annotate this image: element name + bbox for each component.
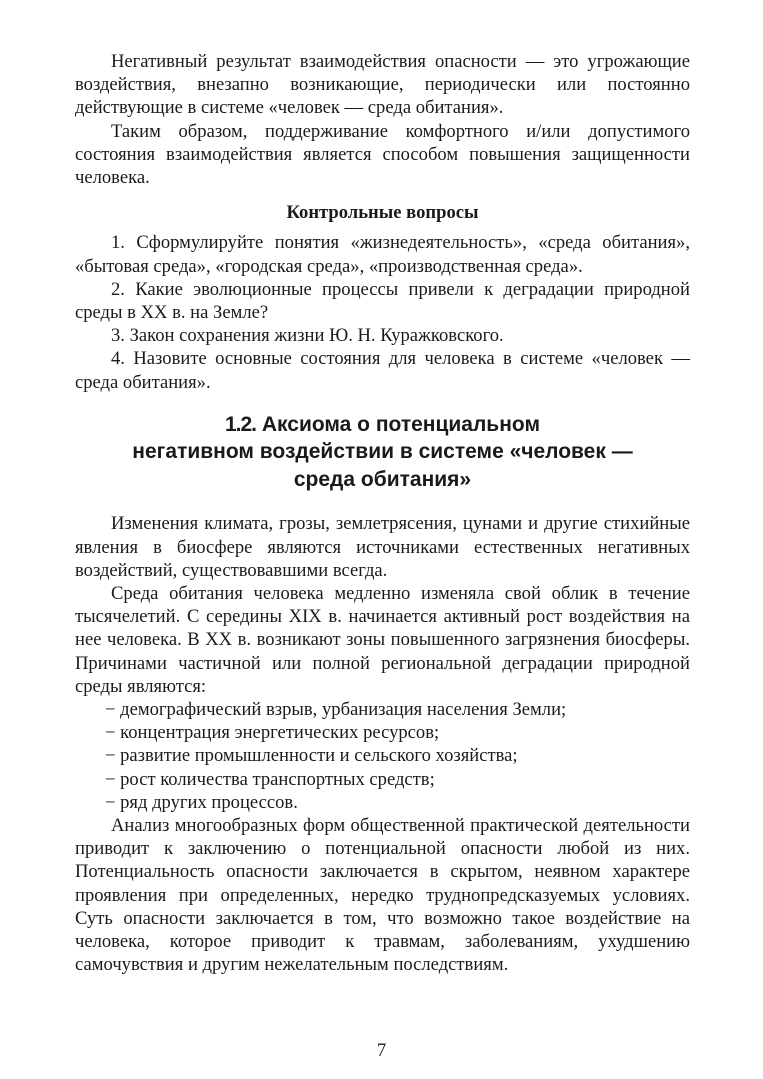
section-paragraph-2: Среда обитания человека медленно изменяла свой облик в течение тысячелетий. С середины XIX в. начинается активный рост воздействия на нее человека. В XX в. возникают зоны повышенного загрязнения биосферы. Причинами частичной или полной региональной деградации природной среды являются:: [75, 582, 690, 697]
section-body: [75, 512, 690, 976]
intro-paragraph-2: Таким образом, поддерживание комфортного и/или допустимого состояния взаимодействия является способом повышения защищенности человека.: [75, 120, 690, 189]
section-number: 1.2.: [224, 412, 257, 436]
question-item: 4. Назовите основные состояния для человека в системе «человек — среда обитания».: [75, 348, 690, 393]
section-title-line-1: Аксиома о потенциальном: [261, 412, 540, 436]
list-item: − ряд других процессов.: [105, 791, 298, 813]
section-paragraph-3: Анализ многообразных форм общественной практической деятельности приводит к заключению о потенциальной опасности любой из них. Потенциальность опасности заключается в скрытом, неявном характере проявления при определенных, нередко труднопредсказуемых условиях. Суть опасности заключается в том, что возможно такое воздействие на человека, которое приводит к травмам, заболеваниям, ухудшению самочувствия и другим нежелательным последствиям.: [75, 814, 690, 976]
page-number: 7: [376, 1040, 387, 1061]
question-item: 2. Какие эволюционные процессы привели к деградации природной среды в XX в. на Земле?: [75, 278, 690, 324]
intro-block: [75, 50, 690, 189]
list-item: − концентрация энергетических ресурсов;: [105, 722, 440, 744]
list-item: − демографический взрыв, урбанизация населения Земли;: [105, 698, 567, 720]
question-item: 3. Закон сохранения жизни Ю. Н. Куражковского.: [111, 325, 504, 347]
section-title-line-2: негативном воздействии в системе «человек —: [132, 440, 633, 464]
section-heading-line-1: [75, 411, 690, 439]
section-heading: [75, 411, 690, 494]
control-questions-title: Контрольные вопросы: [286, 202, 479, 224]
control-questions-list: [75, 231, 690, 393]
list-item: − рост количества транспортных средств;: [105, 768, 435, 790]
question-item: 1. Сформулируйте понятия «жизнедеятельность», «среда обитания», «бытовая среда», «городская среда», «производственная среда».: [75, 232, 690, 277]
intro-paragraph-1: Негативный результат взаимодействия опасности — это угрожающие воздействия, внезапно возникающие, периодически или постоянно действующие в системе «человек — среда обитания».: [75, 51, 690, 119]
page-content: [75, 50, 690, 976]
section-title-line-3: среда обитания»: [293, 467, 472, 491]
list-item: − развитие промышленности и сельского хозяйства;: [105, 745, 518, 767]
section-paragraph-1: Изменения климата, грозы, землетрясения, цунами и другие стихийные явления в биосфере являются источниками естественных негативных воздействий, существовавшими всегда.: [75, 513, 690, 581]
